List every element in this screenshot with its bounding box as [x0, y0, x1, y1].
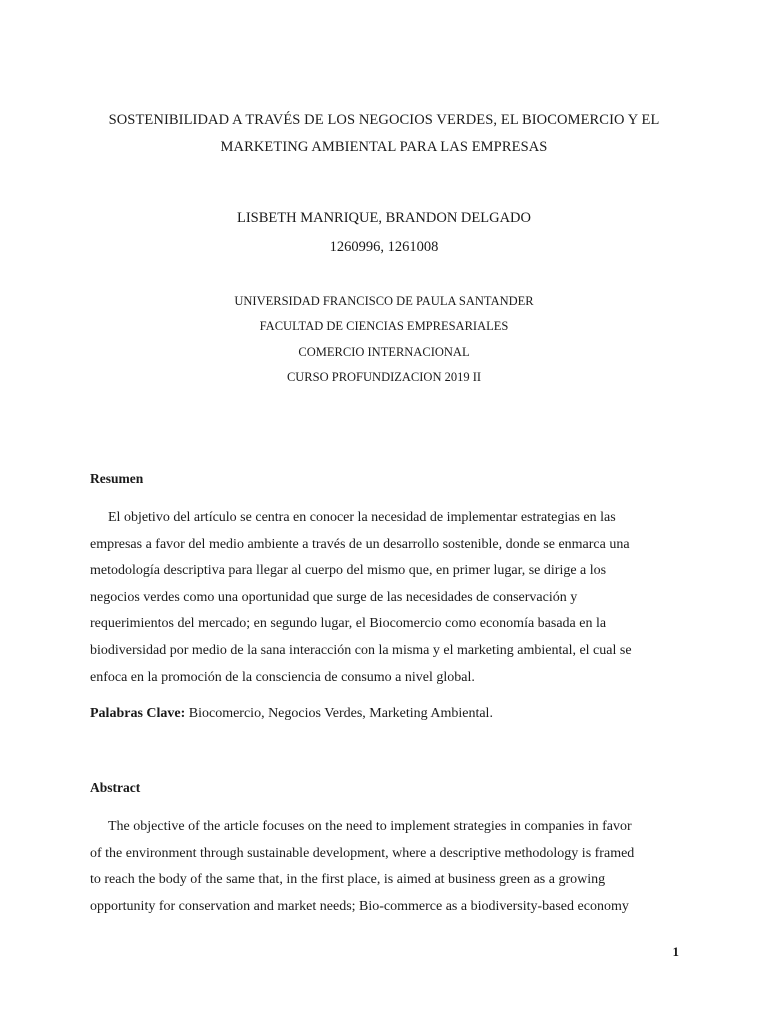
abstract-heading: Abstract	[90, 780, 141, 795]
student-ids: 1260996, 1261008	[329, 239, 439, 255]
institution-faculty: FACULTAD DE CIENCIAS EMPRESARIALES	[259, 319, 509, 333]
paragraph-line: requerimientos del mercado; en segundo lugar, el Biocomercio como economía basada en la	[90, 616, 607, 632]
resumen-paragraph	[90, 505, 690, 691]
institution-university: UNIVERSIDAD FRANCISCO DE PAULA SANTANDER	[234, 294, 534, 308]
resumen-heading: Resumen	[90, 471, 144, 486]
title-line: SOSTENIBILIDAD A TRAVÉS DE LOS NEGOCIOS VERDES, EL BIOCOMERCIO Y EL	[108, 112, 660, 128]
keywords-text: Biocomercio, Negocios Verdes, Marketing Ambiental.	[185, 706, 493, 721]
document-title	[60, 107, 708, 161]
institution-course: CURSO PROFUNDIZACION 2019 II	[286, 370, 482, 384]
keywords	[90, 706, 493, 722]
keywords-label: Palabras Clave:	[90, 706, 186, 721]
paragraph-line: El objetivo del artículo se centra en conocer la necesidad de implementar estrategias en las	[108, 510, 616, 525]
page-number: 1	[672, 944, 679, 959]
paragraph-line: The objective of the article focuses on the need to implement strategies in companies in favor	[108, 819, 632, 834]
paragraph-line: empresas a favor del medio ambiente a través de un desarrollo sostenible, donde se enmarca una	[90, 536, 630, 552]
paragraph-line: to reach the body of the same that, in the first place, is aimed at business green as a growing	[90, 872, 606, 888]
abstract-paragraph	[90, 814, 690, 920]
paragraph-line: opportunity for conservation and market needs; Bio-commerce as a biodiversity-based economy	[90, 898, 629, 914]
title-line: MARKETING AMBIENTAL PARA LAS EMPRESAS	[220, 139, 548, 155]
paragraph-line: negocios verdes como una oportunidad que surge de las necesidades de conservación y	[90, 589, 578, 605]
paragraph-line: of the environment through sustainable development, where a descriptive methodology is framed	[90, 845, 635, 861]
institution-program: COMERCIO INTERNACIONAL	[298, 345, 470, 359]
paragraph-line: metodología descriptiva para llegar al cuerpo del mismo que, en primer lugar, se dirige a los	[90, 563, 607, 579]
paragraph-line: enfoca en la promoción de la consciencia de consumo a nivel global.	[90, 669, 475, 685]
authors: LISBETH MANRIQUE, BRANDON DELGADO	[236, 210, 531, 226]
paragraph-line: biodiversidad por medio de la sana interacción con la misma y el marketing ambiental, el cual se	[90, 642, 632, 658]
